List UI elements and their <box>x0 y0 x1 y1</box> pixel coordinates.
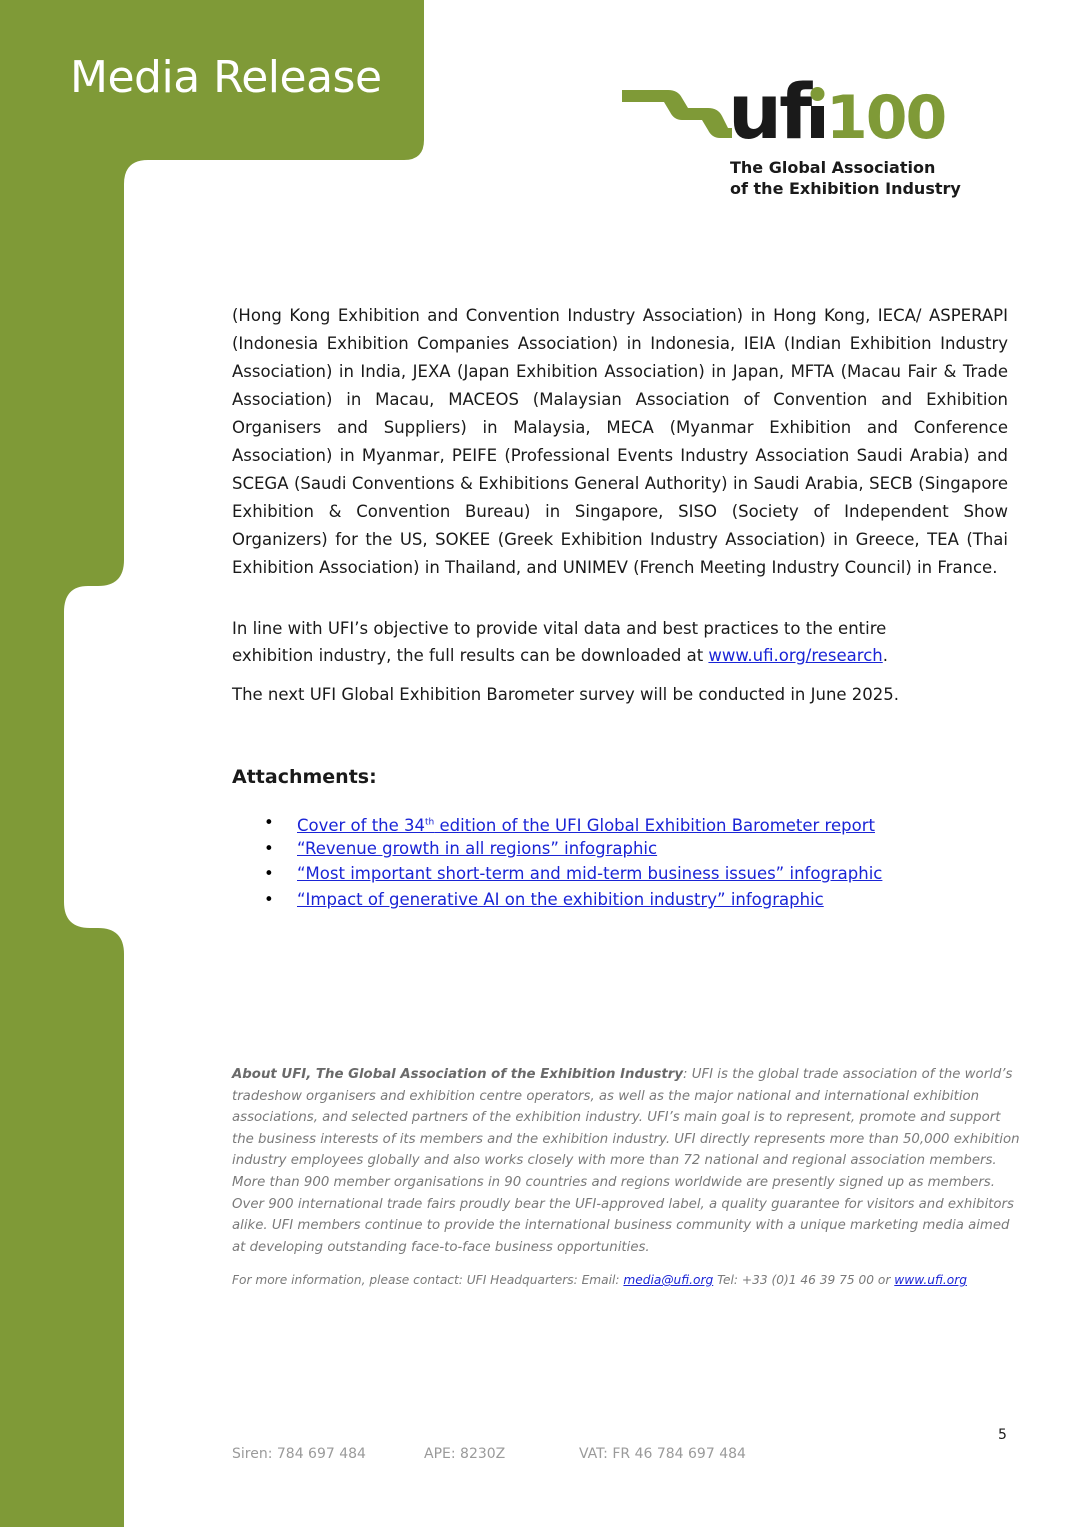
research-link[interactable]: www.ufi.org/research <box>708 646 883 665</box>
about-ufi-paragraph <box>232 1064 1022 1258</box>
bullet-icon: • <box>264 838 274 858</box>
download-paragraph <box>232 615 972 669</box>
attachment-link-revenue[interactable]: “Revenue growth in all regions” infographic <box>297 838 658 858</box>
ufi-website-link[interactable]: www.ufi.org <box>894 1273 967 1287</box>
attachment-cover-sup: th <box>425 817 435 827</box>
page-number: 5 <box>998 1427 1007 1443</box>
download-text: In line with UFI’s objective to provide vital data and best practices to the entire exhibition industry, the full results can be downloaded at <box>232 619 887 665</box>
bullet-icon: • <box>264 813 274 832</box>
media-release-title: Media Release <box>70 52 382 103</box>
footer-vat: VAT: FR 46 784 697 484 <box>579 1446 746 1462</box>
attachments-list <box>232 810 882 913</box>
svg-text:100: 100 <box>826 83 946 153</box>
about-ufi-lead: About UFI, The Global Association of the Exhibition Industry <box>232 1067 684 1082</box>
member-associations-paragraph: (Hong Kong Exhibition and Convention Industry Association) in Hong Kong, IECA/ ASPERAPI (Indonesia Exhibition Companies Association) in Indonesia, IEIA (Indian Exhibition Industry Association) in India, JEXA (Japan Exhibition Association) in Japan, MFTA (Macau Fair & Trade Association) in Macau, MACEOS (Malaysian Association of Convention and Exhibition Organisers and Suppliers) in Malaysia, MECA (Myanmar Exhibition and Conference Association) in Myanmar, PEIFE (Professional Events Industry Association Saudi Arabia) and SCEGA (Saudi Conventions & Exhibitions General Authority) in Saudi Arabia, SECB (Singapore Exhibition & Convention Bureau) in Singapore, SISO (Society of Independent Show Organizers) for the US, SOKEE (Greek Exhibition Industry Association) in Greece, TEA (Thai Exhibition Association) in Thailand, and UNIMEV (French Meeting Industry Council) in France. <box>232 306 1008 577</box>
bullet-icon: • <box>264 864 274 884</box>
list-item <box>232 861 882 887</box>
attachment-link-generative-ai[interactable]: “Impact of generative AI on the exhibition industry” infographic <box>297 890 824 910</box>
logo-tagline-line-1: The Global Association <box>730 158 936 177</box>
download-text-end: . <box>882 646 888 665</box>
next-survey-paragraph: The next UFI Global Exhibition Barometer survey will be conducted in June 2025. <box>232 685 900 704</box>
contact-line <box>232 1273 967 1287</box>
list-item <box>232 836 882 862</box>
attachment-link-cover[interactable] <box>297 816 875 835</box>
svg-text:uf: uf <box>728 67 810 156</box>
logo-tagline <box>730 157 961 199</box>
logo-tagline-line-2: of the Exhibition Industry <box>730 179 961 198</box>
footer-ape: APE: 8230Z <box>424 1446 506 1462</box>
contact-phone: Tel: +33 (0)1 46 39 75 00 or <box>713 1273 895 1287</box>
attachments-heading: Attachments: <box>232 766 377 788</box>
attachment-cover-text: Cover of the 34 <box>297 815 426 835</box>
footer-siren: Siren: 784 697 484 <box>232 1446 366 1462</box>
attachment-cover-text-end: edition of the UFI Global Exhibition Barometer report <box>434 815 875 835</box>
brand-sidebar-shape <box>0 0 430 1527</box>
about-ufi-text: : UFI is the global trade association of the world’s tradeshow organisers and exhibition centre operators, as well as the major national and international exhibition associations, and selected partners of the exhibition industry. UFI’s main goal is to represent, promote and support the business interests of its members and the exhibition industry. UFI directly represents more than 50,000 exhibition industry employees globally and also works closely with more than 72 national and regional association members. More than 900 member organisations in 90 countries and regions worldwide are presently signed up as members. Over 900 international trade fairs proudly bear the UFI-approved label, a quality guarantee for visitors and exhibitors alike. UFI members continue to provide the international business community with a unique marketing media aimed at developing outstanding face-to-face business opportunities. <box>232 1067 1020 1255</box>
bullet-icon: • <box>264 890 274 910</box>
contact-email-link[interactable]: media@ufi.org <box>623 1273 714 1287</box>
attachment-link-business-issues[interactable]: “Most important short-term and mid-term business issues” infographic <box>297 864 883 884</box>
list-item <box>232 887 882 913</box>
list-item <box>232 810 882 836</box>
contact-prefix: For more information, please contact: UFI Headquarters: Email: <box>232 1273 624 1287</box>
